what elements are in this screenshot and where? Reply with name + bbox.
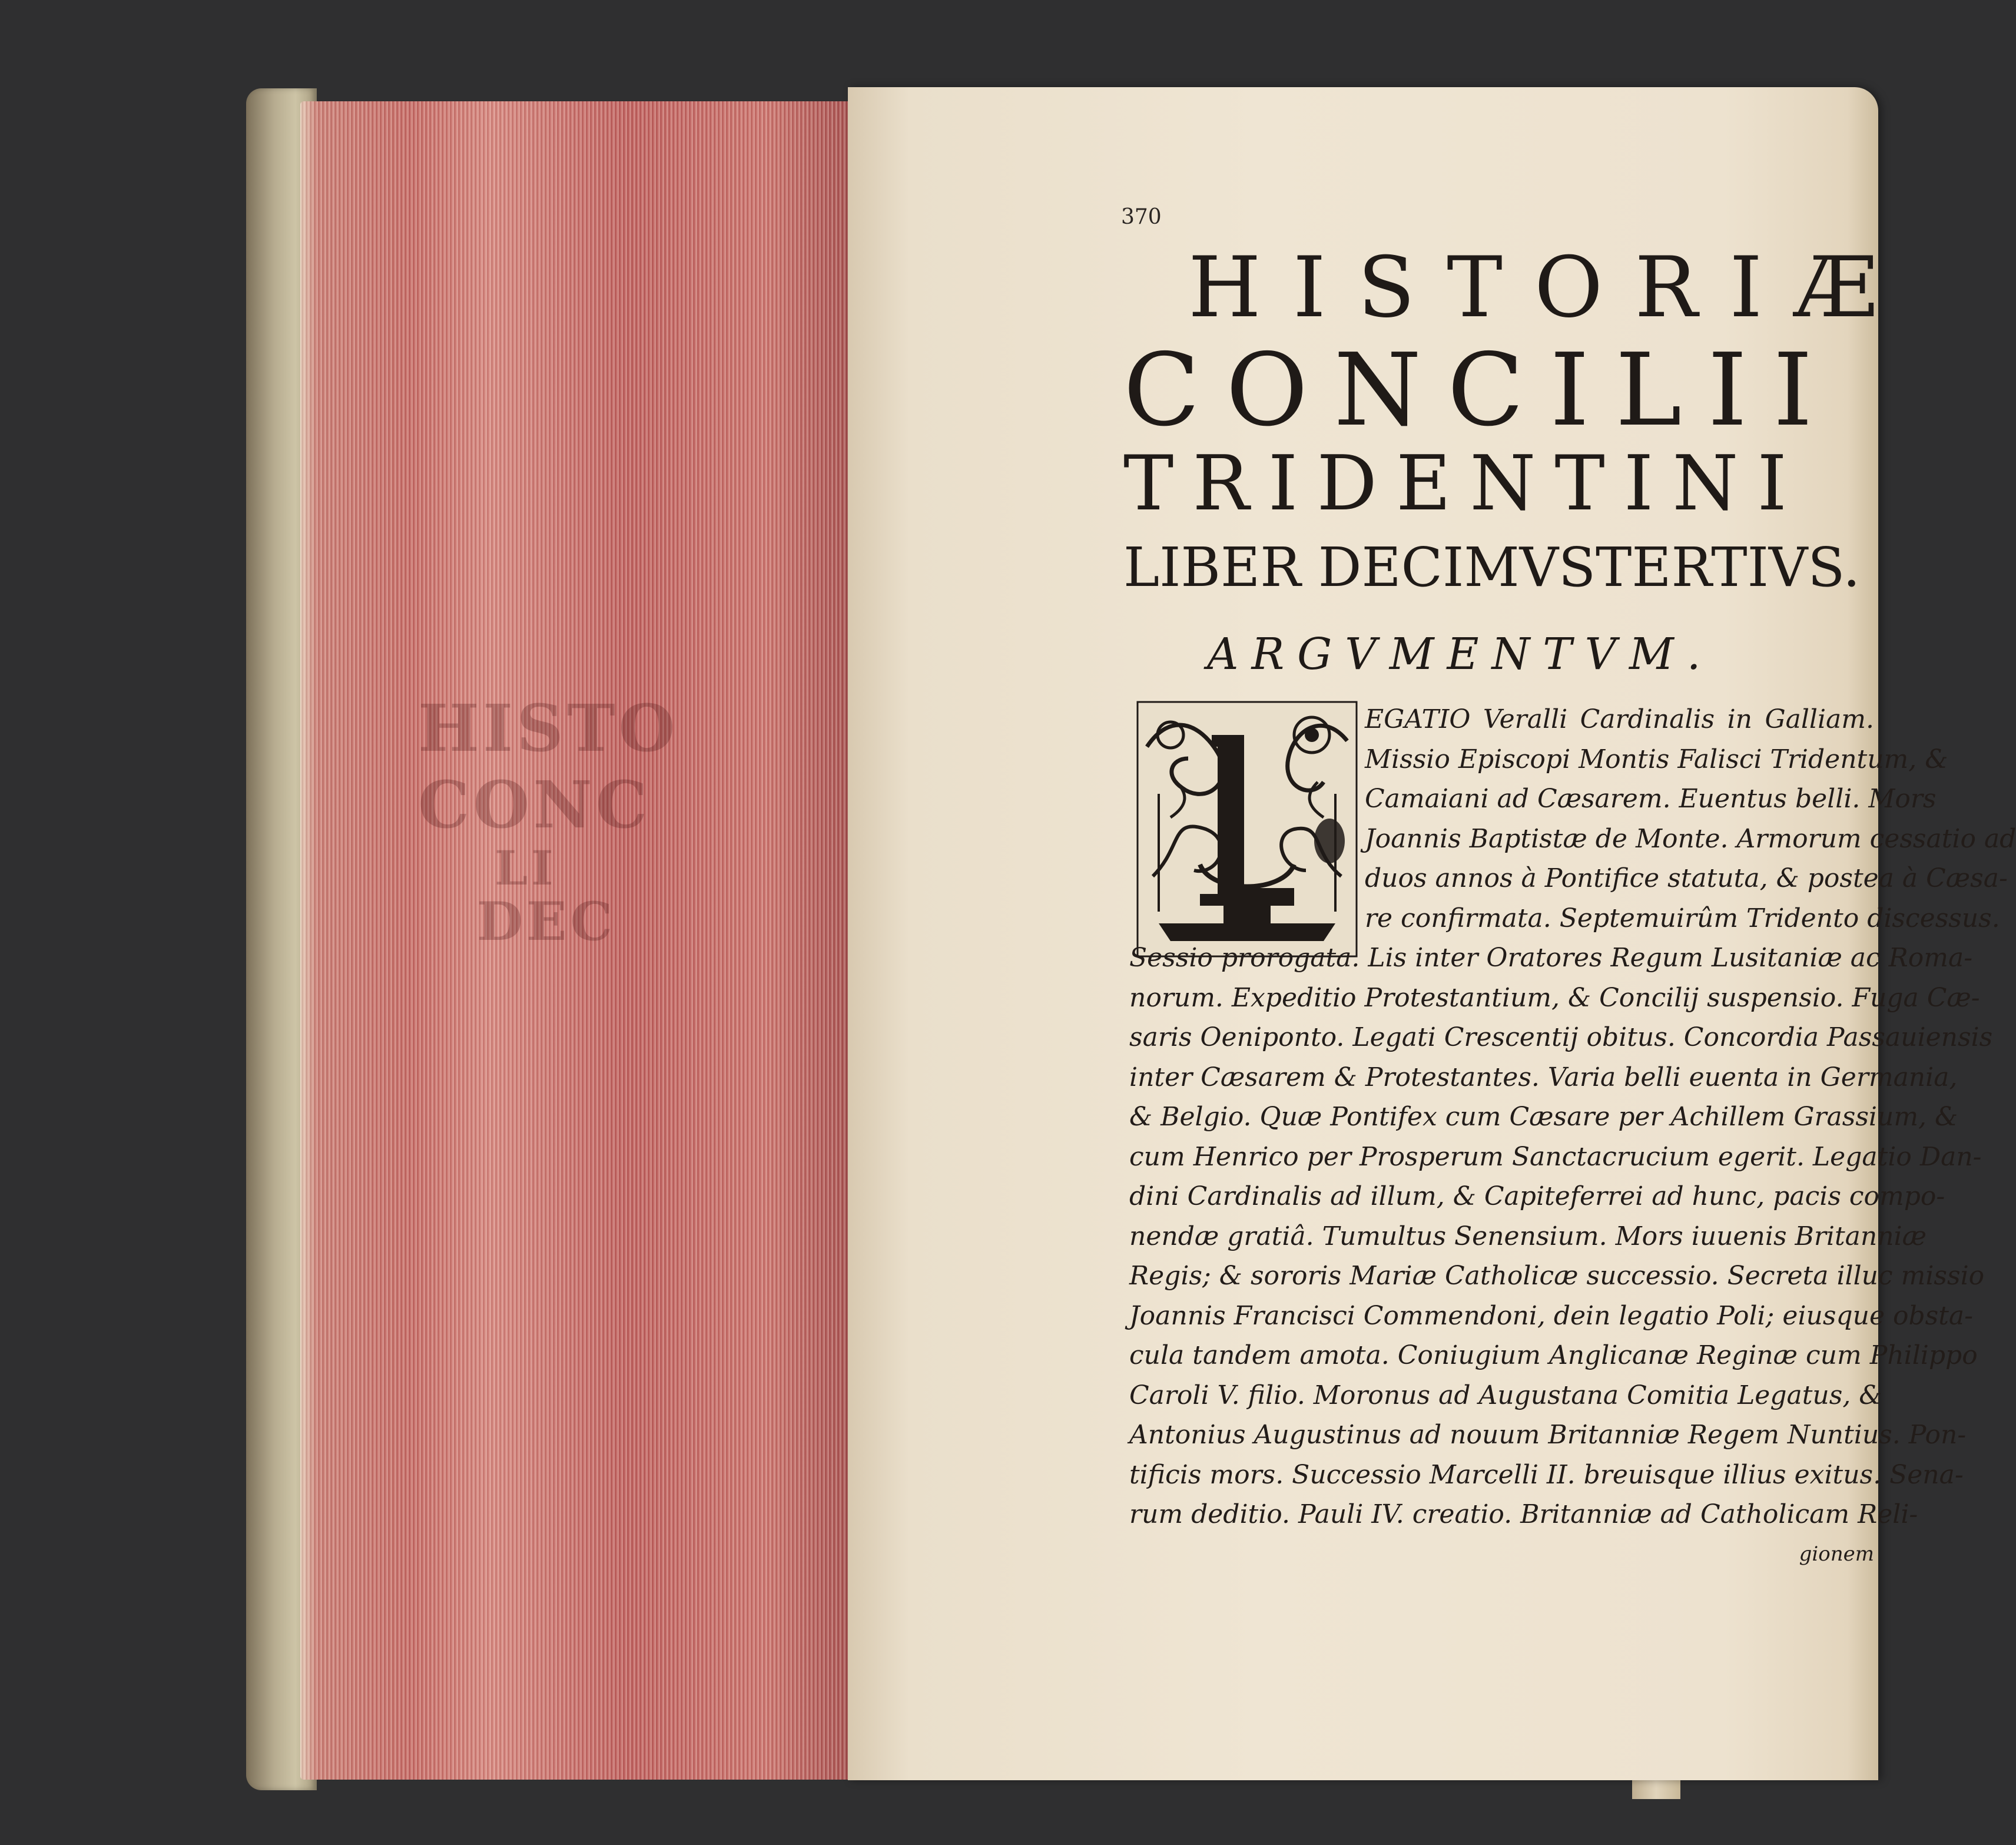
title-line: LIBER DECIMVSTERTIVS. <box>1123 536 1861 599</box>
title-line: TRIDENTINI <box>1123 440 1806 528</box>
text-line: saris Oeniponto. Legati Crescentij obitus. Concordia Passauiensis <box>1129 1022 1993 1052</box>
red-page-edges <box>300 101 848 1780</box>
text-line: EGATIO Veralli Cardinalis in Galliam. <box>1365 704 1874 734</box>
show-through-text: LI <box>495 840 557 896</box>
text-line: duos annos à Pontifice statuta, & postea à Cæsa- <box>1365 863 2008 893</box>
text-line: Camaiani ad Cæsarem. Euentus belli. Mors <box>1365 784 1937 814</box>
text-line: nendæ gratiâ. Tumultus Senensium. Mors iuuenis Britanniæ <box>1129 1221 1927 1251</box>
text-line: inter Cæsarem & Protestantes. Varia belli euenta in Germania, <box>1129 1062 1958 1092</box>
text-line: Sessio prorogata. Lis inter Oratores Regum Lusitaniæ ac Roma- <box>1129 943 1973 973</box>
title-line: CONCILII <box>1123 332 1839 449</box>
text-line: Missio Episcopi Montis Falisci Tridentum, & <box>1365 744 1948 774</box>
text-line: dini Cardinalis ad illum, & Capiteferrei ad hunc, pacis compo- <box>1129 1181 1945 1211</box>
text-line: Antonius Augustinus ad nouum Britanniæ Regem Nuntius. Pon- <box>1129 1420 1967 1450</box>
show-through-text: DEC <box>477 890 616 953</box>
text-line: cula tandem amota. Coniugium Anglicanæ Reginæ cum Philippo <box>1129 1340 1978 1370</box>
text-line: norum. Expeditio Protestantium, & Concilij suspensio. Fuga Cæ- <box>1129 982 1980 1013</box>
show-through-text: CONC <box>418 767 651 843</box>
text-line: Joannis Baptistæ de Monte. Armorum cessatio ad <box>1365 823 2016 854</box>
text-line: re confirmata. Septemuirûm Tridento discessus. <box>1365 903 2000 933</box>
argument-text <box>1129 700 2016 1574</box>
text-line: Caroli V. filio. Moronus ad Augustana Comitia Legatus, & <box>1129 1380 1882 1410</box>
title-line: HISTORIÆ <box>1188 239 1910 336</box>
text-line: Regis; & sororis Mariæ Catholicæ successio. Secreta illuc missio <box>1129 1261 1985 1291</box>
catchword: gionem <box>1799 1542 1874 1566</box>
text-line: tificis mors. Successio Marcelli II. breuisque illius exitus. Sena- <box>1129 1459 1964 1490</box>
page-number: 370 <box>1121 205 1162 229</box>
show-through-text: HISTO <box>418 690 679 766</box>
book-page <box>848 87 2016 1780</box>
text-line: rum deditio. Pauli IV. creatio. Britanniæ ad Catholicam Reli- <box>1129 1499 1918 1529</box>
open-book <box>246 71 2016 1799</box>
text-line: Joannis Francisci Commendoni, dein legatio Poli; eiusque obsta- <box>1129 1300 1974 1331</box>
section-heading: ARGVMENTVM. <box>1207 629 1714 680</box>
text-line: cum Henrico per Prosperum Sanctacrucium egerit. Legatio Dan- <box>1129 1141 1982 1172</box>
text-line: & Belgio. Quæ Pontifex cum Cæsare per Achillem Grassium, & <box>1129 1102 1958 1132</box>
